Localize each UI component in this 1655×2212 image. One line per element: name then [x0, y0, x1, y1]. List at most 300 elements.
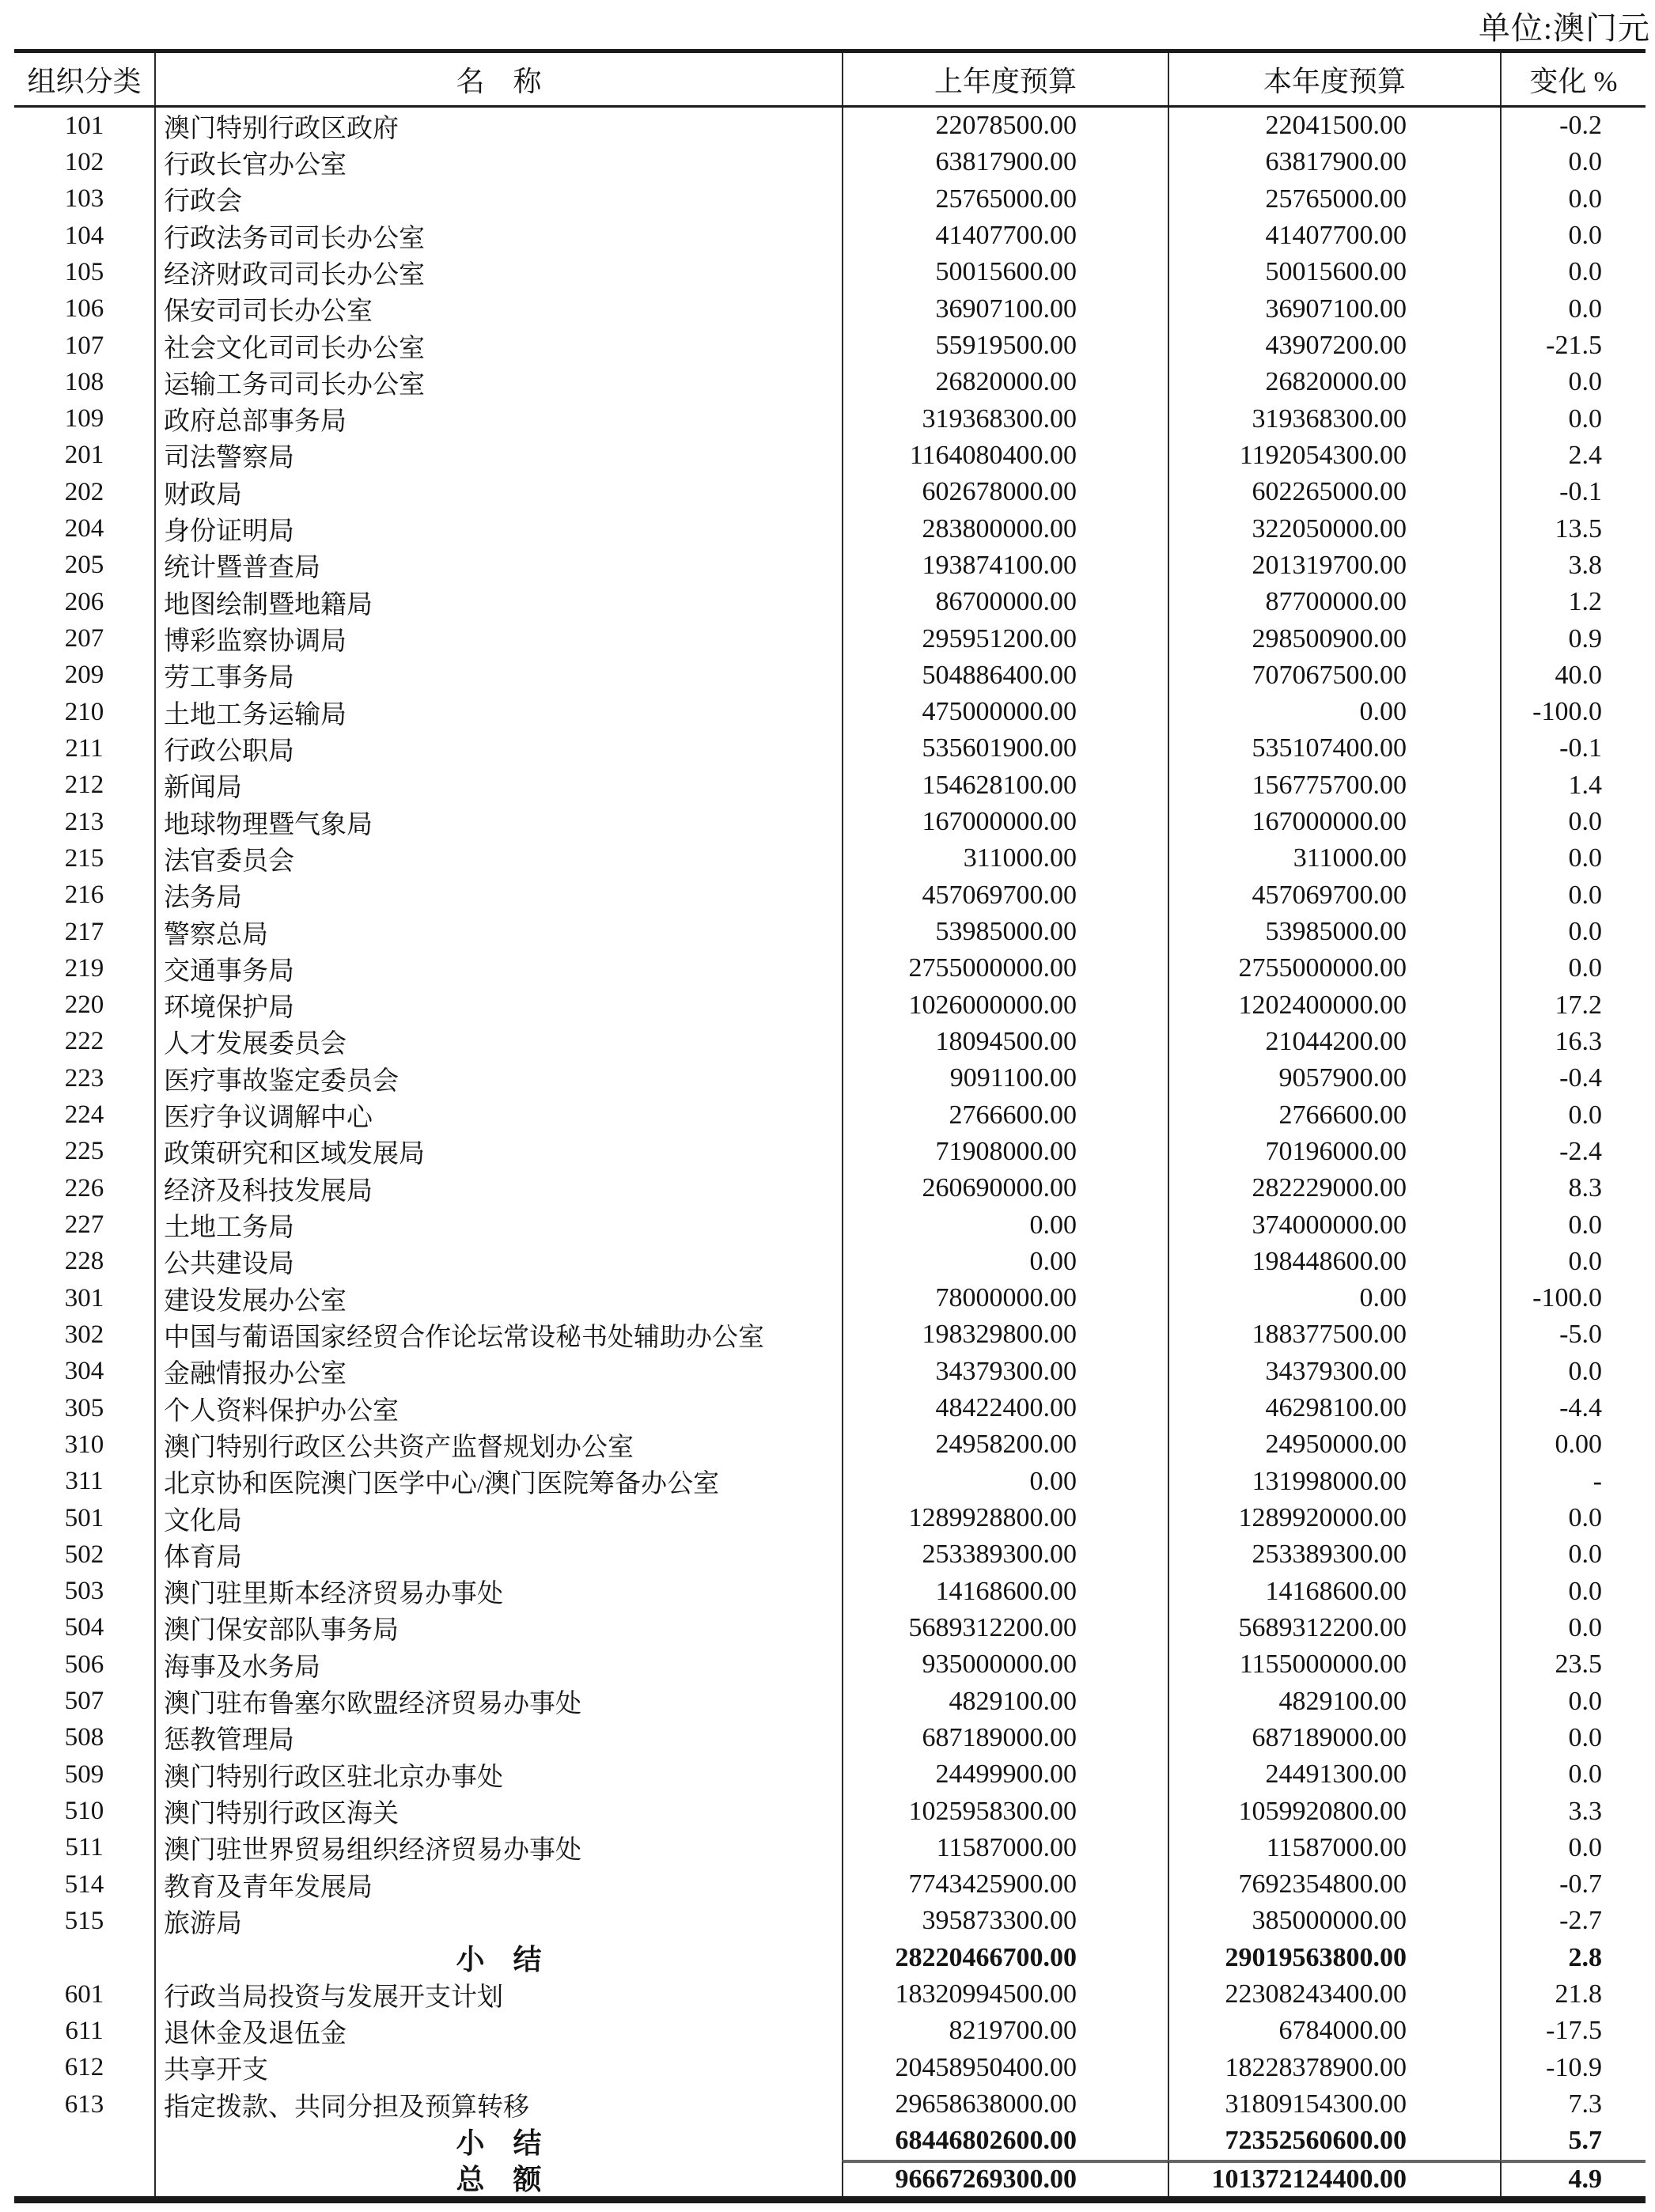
row-change-percent: -0.1: [1500, 730, 1646, 767]
row-name: 行政会: [154, 181, 842, 218]
table-row: [14, 914, 1646, 950]
row-prev-year-budget: 26820000.00: [842, 364, 1168, 400]
row-current-year-budget: 63817900.00: [1168, 144, 1500, 180]
row-prev-year-budget: 5689312200.00: [842, 1610, 1168, 1646]
row-prev-year-budget: 24958200.00: [842, 1426, 1168, 1463]
row-prev-year-budget: 193874100.00: [842, 547, 1168, 584]
row-current-year-budget: 311000.00: [1168, 840, 1500, 877]
row-org-code: 106: [64, 294, 104, 324]
row-current-year-budget: 535107400.00: [1168, 730, 1500, 767]
header-org-code: 组织分类: [27, 65, 142, 97]
row-current-year-budget: 198448600.00: [1168, 1244, 1500, 1280]
row-change-percent: 0.0: [1500, 364, 1646, 400]
row-change-percent: 0.0: [1500, 1683, 1646, 1719]
row-current-year-budget: 34379300.00: [1168, 1354, 1500, 1390]
row-name: 行政公职局: [154, 730, 842, 767]
table-row: [14, 291, 1646, 328]
table-row: [14, 1280, 1646, 1316]
row-org-code: 502: [64, 1540, 104, 1569]
row-change-percent: 0.0: [1500, 914, 1646, 950]
row-org-code: 101: [64, 111, 104, 140]
row-org-code: 206: [64, 587, 104, 616]
row-current-year-budget: 298500900.00: [1168, 620, 1500, 657]
row-current-year-budget: 6784000.00: [1168, 2013, 1500, 2049]
row-prev-year-budget: 14168600.00: [842, 1574, 1168, 1610]
row-name: 政府总部事务局: [154, 401, 842, 437]
table-row: [14, 767, 1646, 804]
row-change-percent: 0.0: [1500, 1610, 1646, 1646]
row-name: 法官委员会: [154, 840, 842, 877]
table-row: [14, 1903, 1646, 1939]
row-change-percent: -10.9: [1500, 2050, 1646, 2086]
row-current-year-budget: 322050000.00: [1168, 510, 1500, 547]
row-change-percent: 0.0: [1500, 1830, 1646, 1866]
row-org-code: 611: [65, 2016, 104, 2045]
row-name: 总 额: [154, 2160, 842, 2196]
row-org-code: [14, 1940, 154, 1976]
row-org-code: 301: [64, 1283, 104, 1312]
row-prev-year-budget: 1026000000.00: [842, 987, 1168, 1024]
row-prev-year-budget: 2755000000.00: [842, 950, 1168, 987]
row-name: 交通事务局: [154, 950, 842, 987]
row-prev-year-budget: 602678000.00: [842, 474, 1168, 510]
row-name: 经济财政司司长办公室: [154, 254, 842, 290]
row-current-year-budget: 319368300.00: [1168, 401, 1500, 437]
row-change-percent: 1.2: [1500, 584, 1646, 620]
row-current-year-budget: 602265000.00: [1168, 474, 1500, 510]
table-row: [14, 1024, 1646, 1060]
row-current-year-budget: 188377500.00: [1168, 1316, 1500, 1353]
row-prev-year-budget: 260690000.00: [842, 1170, 1168, 1206]
row-org-code: 207: [64, 624, 104, 653]
table-row: [14, 987, 1646, 1024]
row-change-percent: -2.4: [1500, 1134, 1646, 1170]
row-org-code: 506: [64, 1650, 104, 1679]
header-prev-year-budget: 上年度预算: [842, 53, 1168, 105]
row-current-year-budget: 687189000.00: [1168, 1720, 1500, 1756]
row-org-code: 510: [64, 1797, 104, 1826]
row-name: 澳门特别行政区公共资产监督规划办公室: [154, 1426, 842, 1463]
row-prev-year-budget: 687189000.00: [842, 1720, 1168, 1756]
row-org-code: 514: [64, 1869, 104, 1899]
table-row: [14, 1793, 1646, 1829]
row-change-percent: -4.4: [1500, 1390, 1646, 1426]
table-row: [14, 1426, 1646, 1463]
table-row: [14, 2160, 1646, 2196]
row-prev-year-budget: 311000.00: [842, 840, 1168, 877]
row-org-code: 204: [64, 514, 104, 544]
row-name: 社会文化司司长办公室: [154, 328, 842, 364]
row-change-percent: 40.0: [1500, 657, 1646, 694]
row-prev-year-budget: 253389300.00: [842, 1536, 1168, 1573]
table-row: [14, 1060, 1646, 1097]
row-current-year-budget: 36907100.00: [1168, 291, 1500, 328]
row-prev-year-budget: 535601900.00: [842, 730, 1168, 767]
row-org-code: 102: [64, 147, 104, 176]
row-change-percent: 8.3: [1500, 1170, 1646, 1206]
row-org-code: 224: [64, 1100, 104, 1130]
row-name: 财政局: [154, 474, 842, 510]
row-current-year-budget: 1155000000.00: [1168, 1646, 1500, 1683]
table-row: [14, 1244, 1646, 1280]
table-row: [14, 1464, 1646, 1500]
row-current-year-budget: 50015600.00: [1168, 254, 1500, 290]
row-current-year-budget: 457069700.00: [1168, 877, 1500, 914]
row-prev-year-budget: 0.00: [842, 1244, 1168, 1280]
row-name: 北京协和医院澳门医学中心/澳门医院筹备办公室: [154, 1464, 842, 1500]
header-name: 名 称: [154, 53, 842, 105]
row-current-year-budget: 26820000.00: [1168, 364, 1500, 400]
row-org-code: 213: [64, 807, 104, 836]
row-org-code: 217: [64, 917, 104, 946]
row-change-percent: 0.0: [1500, 254, 1646, 290]
row-org-code: 501: [64, 1503, 104, 1532]
row-org-code: 215: [64, 843, 104, 873]
row-org-code: 508: [64, 1723, 104, 1752]
table-row: [14, 510, 1646, 547]
row-change-percent: 0.0: [1500, 1720, 1646, 1756]
row-org-code: 109: [64, 404, 104, 434]
row-current-year-budget: 707067500.00: [1168, 657, 1500, 694]
row-current-year-budget: 101372124400.00: [1168, 2160, 1500, 2196]
row-current-year-budget: 22308243400.00: [1168, 1976, 1500, 2013]
row-current-year-budget: 0.00: [1168, 694, 1500, 730]
row-prev-year-budget: 167000000.00: [842, 804, 1168, 840]
row-change-percent: 0.0: [1500, 181, 1646, 218]
table-row: [14, 1097, 1646, 1133]
table-row: [14, 950, 1646, 987]
table-row: [14, 1134, 1646, 1170]
table-row: [14, 694, 1646, 730]
row-change-percent: 0.0: [1500, 804, 1646, 840]
row-current-year-budget: 29019563800.00: [1168, 1940, 1500, 1976]
row-current-year-budget: 22041500.00: [1168, 108, 1500, 144]
row-name: 新闻局: [154, 767, 842, 804]
row-current-year-budget: 41407700.00: [1168, 218, 1500, 254]
table-row: [14, 1500, 1646, 1536]
row-change-percent: -0.1: [1500, 474, 1646, 510]
row-org-code: 515: [64, 1906, 104, 1935]
row-change-percent: -17.5: [1500, 2013, 1646, 2049]
row-prev-year-budget: 24499900.00: [842, 1756, 1168, 1793]
row-prev-year-budget: 1164080400.00: [842, 437, 1168, 474]
row-change-percent: 3.8: [1500, 547, 1646, 584]
table-row: [14, 730, 1646, 767]
row-org-code: 311: [65, 1467, 104, 1496]
row-change-percent: -0.7: [1500, 1866, 1646, 1903]
row-name: 医疗事故鉴定委员会: [154, 1060, 842, 1097]
row-prev-year-budget: 86700000.00: [842, 584, 1168, 620]
row-change-percent: 0.0: [1500, 950, 1646, 987]
table-row: [14, 1646, 1646, 1683]
row-change-percent: 0.0: [1500, 401, 1646, 437]
row-change-percent: 16.3: [1500, 1024, 1646, 1060]
row-name: 金融情报办公室: [154, 1354, 842, 1390]
row-current-year-budget: 25765000.00: [1168, 181, 1500, 218]
header-current-year-budget: 本年度预算: [1168, 53, 1500, 105]
table-row: [14, 2123, 1646, 2159]
table-row: [14, 108, 1646, 144]
row-name: 经济及科技发展局: [154, 1170, 842, 1206]
row-change-percent: 7.3: [1500, 2086, 1646, 2123]
row-prev-year-budget: 20458950400.00: [842, 2050, 1168, 2086]
row-change-percent: -100.0: [1500, 694, 1646, 730]
row-name: 指定拨款、共同分担及预算转移: [154, 2086, 842, 2123]
row-prev-year-budget: 2766600.00: [842, 1097, 1168, 1133]
table-row: [14, 1574, 1646, 1610]
row-org-code: 601: [64, 1979, 104, 2009]
row-prev-year-budget: 34379300.00: [842, 1354, 1168, 1390]
row-org-code: 225: [64, 1137, 104, 1166]
row-name: 澳门特别行政区驻北京办事处: [154, 1756, 842, 1793]
row-current-year-budget: 14168600.00: [1168, 1574, 1500, 1610]
row-name: 土地工务运输局: [154, 694, 842, 730]
row-org-code: 103: [64, 184, 104, 214]
row-name: 法务局: [154, 877, 842, 914]
table-row: [14, 1866, 1646, 1903]
row-name: 教育及青年发展局: [154, 1866, 842, 1903]
row-prev-year-budget: 63817900.00: [842, 144, 1168, 180]
row-current-year-budget: 4829100.00: [1168, 1683, 1500, 1719]
row-prev-year-budget: 395873300.00: [842, 1903, 1168, 1939]
row-prev-year-budget: 475000000.00: [842, 694, 1168, 730]
row-name: 建设发展办公室: [154, 1280, 842, 1316]
row-change-percent: -5.0: [1500, 1316, 1646, 1353]
table-row: [14, 1610, 1646, 1646]
row-org-code: 209: [64, 661, 104, 690]
table-row: [14, 1390, 1646, 1426]
row-name: 公共建设局: [154, 1244, 842, 1280]
row-change-percent: -0.2: [1500, 108, 1646, 144]
table-row: [14, 657, 1646, 694]
row-prev-year-budget: 28220466700.00: [842, 1940, 1168, 1976]
table-header-row: [14, 53, 1646, 108]
row-change-percent: 0.0: [1500, 877, 1646, 914]
row-prev-year-budget: 7743425900.00: [842, 1866, 1168, 1903]
row-current-year-budget: 70196000.00: [1168, 1134, 1500, 1170]
row-change-percent: 17.2: [1500, 987, 1646, 1024]
row-current-year-budget: 374000000.00: [1168, 1206, 1500, 1243]
currency-unit-label: 单位:澳门元: [1478, 10, 1650, 46]
row-current-year-budget: 2766600.00: [1168, 1097, 1500, 1133]
row-prev-year-budget: 48422400.00: [842, 1390, 1168, 1426]
row-current-year-budget: 253389300.00: [1168, 1536, 1500, 1573]
row-org-code: 104: [64, 221, 104, 250]
row-current-year-budget: 1059920800.00: [1168, 1793, 1500, 1829]
row-name: 惩教管理局: [154, 1720, 842, 1756]
row-change-percent: 0.0: [1500, 1756, 1646, 1793]
row-prev-year-budget: 457069700.00: [842, 877, 1168, 914]
row-name: 医疗争议调解中心: [154, 1097, 842, 1133]
row-prev-year-budget: 55919500.00: [842, 328, 1168, 364]
row-org-code: 210: [64, 697, 104, 726]
row-name: 统计暨普查局: [154, 547, 842, 584]
row-org-code: 504: [64, 1613, 104, 1642]
row-name: 退休金及退伍金: [154, 2013, 842, 2049]
row-name: 澳门驻布鲁塞尔欧盟经济贸易办事处: [154, 1683, 842, 1719]
row-current-year-budget: 24950000.00: [1168, 1426, 1500, 1463]
table-row: [14, 181, 1646, 218]
table-row: [14, 804, 1646, 840]
table-row: [14, 1756, 1646, 1793]
row-name: 海事及水务局: [154, 1646, 842, 1683]
row-prev-year-budget: 71908000.00: [842, 1134, 1168, 1170]
row-current-year-budget: 156775700.00: [1168, 767, 1500, 804]
table-row: [14, 474, 1646, 510]
row-current-year-budget: 43907200.00: [1168, 328, 1500, 364]
row-change-percent: 0.9: [1500, 620, 1646, 657]
row-org-code: 304: [64, 1357, 104, 1386]
row-org-code: 223: [64, 1063, 104, 1093]
row-org-code: [14, 2123, 154, 2159]
table-row: [14, 1536, 1646, 1573]
row-current-year-budget: 131998000.00: [1168, 1464, 1500, 1500]
row-current-year-budget: 53985000.00: [1168, 914, 1500, 950]
row-current-year-budget: 5689312200.00: [1168, 1610, 1500, 1646]
row-change-percent: 3.3: [1500, 1793, 1646, 1829]
row-org-code: 222: [64, 1027, 104, 1056]
row-current-year-budget: 21044200.00: [1168, 1024, 1500, 1060]
row-name: 澳门特别行政区政府: [154, 108, 842, 144]
row-change-percent: 5.7: [1500, 2123, 1646, 2159]
row-org-code: 205: [64, 551, 104, 580]
row-prev-year-budget: 154628100.00: [842, 767, 1168, 804]
row-name: 澳门特别行政区海关: [154, 1793, 842, 1829]
table-row: [14, 328, 1646, 364]
table-row: [14, 1940, 1646, 1976]
row-change-percent: 2.4: [1500, 437, 1646, 474]
row-org-code: 226: [64, 1173, 104, 1203]
row-current-year-budget: 46298100.00: [1168, 1390, 1500, 1426]
row-change-percent: -2.7: [1500, 1903, 1646, 1939]
table-row: [14, 1720, 1646, 1756]
row-prev-year-budget: 36907100.00: [842, 291, 1168, 328]
row-name: 共享开支: [154, 2050, 842, 2086]
header-change-percent: 变化 %: [1500, 53, 1646, 105]
row-prev-year-budget: 22078500.00: [842, 108, 1168, 144]
row-prev-year-budget: 8219700.00: [842, 2013, 1168, 2049]
row-org-code: 107: [64, 331, 104, 360]
table-row: [14, 144, 1646, 180]
row-name: 运输工务司司长办公室: [154, 364, 842, 400]
row-current-year-budget: 9057900.00: [1168, 1060, 1500, 1097]
row-prev-year-budget: 283800000.00: [842, 510, 1168, 547]
row-prev-year-budget: 53985000.00: [842, 914, 1168, 950]
row-org-code: 211: [65, 733, 104, 763]
row-org-code: 511: [65, 1833, 104, 1862]
table-row: [14, 2086, 1646, 2123]
row-org-code: 212: [64, 771, 104, 800]
table-row: [14, 437, 1646, 474]
row-current-year-budget: 87700000.00: [1168, 584, 1500, 620]
row-name: 博彩监察协调局: [154, 620, 842, 657]
table-row: [14, 584, 1646, 620]
row-org-code: 612: [64, 2053, 104, 2082]
row-change-percent: 0.0: [1500, 1500, 1646, 1536]
row-change-percent: 4.9: [1500, 2160, 1646, 2196]
row-name: 地球物理暨气象局: [154, 804, 842, 840]
row-change-percent: -: [1500, 1464, 1646, 1500]
row-prev-year-budget: 9091100.00: [842, 1060, 1168, 1097]
row-prev-year-budget: 50015600.00: [842, 254, 1168, 290]
row-name: 文化局: [154, 1500, 842, 1536]
row-prev-year-budget: 78000000.00: [842, 1280, 1168, 1316]
row-change-percent: 0.0: [1500, 1097, 1646, 1133]
table-row: [14, 1354, 1646, 1390]
row-prev-year-budget: 1025958300.00: [842, 1793, 1168, 1829]
row-name: 人才发展委员会: [154, 1024, 842, 1060]
row-org-code: 220: [64, 990, 104, 1020]
row-name: 澳门驻里斯本经济贸易办事处: [154, 1574, 842, 1610]
row-name: 行政法务司司长办公室: [154, 218, 842, 254]
row-prev-year-budget: 18094500.00: [842, 1024, 1168, 1060]
row-prev-year-budget: 4829100.00: [842, 1683, 1168, 1719]
row-name: 澳门驻世界贸易组织经济贸易办事处: [154, 1830, 842, 1866]
row-current-year-budget: 282229000.00: [1168, 1170, 1500, 1206]
table-body: [14, 108, 1646, 2196]
row-name: 警察总局: [154, 914, 842, 950]
table-row: [14, 840, 1646, 877]
row-name: 行政长官办公室: [154, 144, 842, 180]
row-org-code: 228: [64, 1247, 104, 1276]
row-prev-year-budget: 11587000.00: [842, 1830, 1168, 1866]
row-name: 行政当局投资与发展开支计划: [154, 1976, 842, 2013]
row-org-code: [14, 2160, 154, 2196]
row-prev-year-budget: 504886400.00: [842, 657, 1168, 694]
row-current-year-budget: 7692354800.00: [1168, 1866, 1500, 1903]
row-name: 保安司司长办公室: [154, 291, 842, 328]
table-row: [14, 2013, 1646, 2049]
row-change-percent: 1.4: [1500, 767, 1646, 804]
row-name: 土地工务局: [154, 1206, 842, 1243]
row-prev-year-budget: 25765000.00: [842, 181, 1168, 218]
row-prev-year-budget: 0.00: [842, 1206, 1168, 1243]
row-org-code: 302: [64, 1320, 104, 1349]
table-row: [14, 1206, 1646, 1243]
row-prev-year-budget: 1289928800.00: [842, 1500, 1168, 1536]
table-row: [14, 547, 1646, 584]
table-row: [14, 877, 1646, 914]
row-org-code: 305: [64, 1393, 104, 1422]
row-name: 地图绘制暨地籍局: [154, 584, 842, 620]
row-name: 政策研究和区域发展局: [154, 1134, 842, 1170]
row-prev-year-budget: 198329800.00: [842, 1316, 1168, 1353]
row-name: 中国与葡语国家经贸合作论坛常设秘书处辅助办公室: [154, 1316, 842, 1353]
row-current-year-budget: 11587000.00: [1168, 1830, 1500, 1866]
row-change-percent: 0.0: [1500, 291, 1646, 328]
row-org-code: 310: [64, 1430, 104, 1459]
row-current-year-budget: 0.00: [1168, 1280, 1500, 1316]
row-prev-year-budget: 68446802600.00: [842, 2123, 1168, 2159]
row-name: 环境保护局: [154, 987, 842, 1024]
row-org-code: 216: [64, 881, 104, 910]
row-current-year-budget: 167000000.00: [1168, 804, 1500, 840]
table-row: [14, 218, 1646, 254]
table-row: [14, 364, 1646, 400]
row-prev-year-budget: 29658638000.00: [842, 2086, 1168, 2123]
table-row: [14, 1683, 1646, 1719]
row-org-code: 507: [64, 1687, 104, 1716]
row-prev-year-budget: 295951200.00: [842, 620, 1168, 657]
row-current-year-budget: 31809154300.00: [1168, 2086, 1500, 2123]
row-change-percent: -21.5: [1500, 328, 1646, 364]
row-org-code: 503: [64, 1577, 104, 1606]
row-change-percent: 13.5: [1500, 510, 1646, 547]
row-name: 旅游局: [154, 1903, 842, 1939]
row-name: 澳门保安部队事务局: [154, 1610, 842, 1646]
row-current-year-budget: 18228378900.00: [1168, 2050, 1500, 2086]
row-change-percent: 0.0: [1500, 1574, 1646, 1610]
